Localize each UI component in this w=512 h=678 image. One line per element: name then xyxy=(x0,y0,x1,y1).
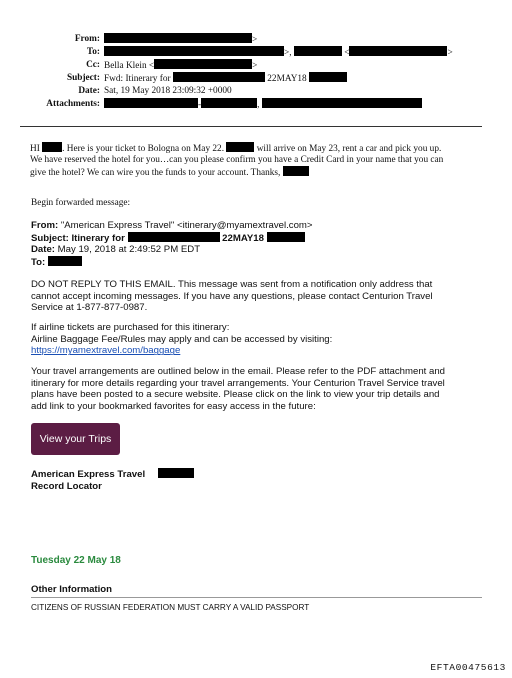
redaction-block xyxy=(283,166,309,176)
body-para-2: If airline tickets are purchased for this itinerary: Airline Baggage Fee/Rules may apply and can be accessed by visiting: https://myamextravel.com/baggage xyxy=(31,322,333,357)
subject-suffix: 22MAY18 xyxy=(267,74,307,84)
from-label: From: xyxy=(74,34,100,44)
note-line-3 xyxy=(30,166,490,179)
forward-intro: Begin forwarded message: xyxy=(31,198,131,208)
redaction-block xyxy=(158,468,194,478)
body-para-3: Your travel arrangements are outlined below in the email. Please refer to the PDF attachment and itinerary for more details regarding your travel arrangements. Your Centurion Travel Service travel plans have been posted to a secure website. Please click on the link to view your trip details and add link to your bookmarked favorites for easy access in the future: xyxy=(31,366,446,413)
redaction-block xyxy=(154,59,252,69)
fw-subject-row xyxy=(31,232,491,245)
redaction-block xyxy=(349,46,447,56)
fw-date-value: May 19, 2018 at 2:49:52 PM EDT xyxy=(57,244,201,255)
header-divider xyxy=(20,126,482,127)
fw-to-label: To: xyxy=(31,257,46,268)
note-greeting: HI xyxy=(30,144,40,154)
document-id: EFTA00475613 xyxy=(430,662,506,673)
note-line-2: We have reserved the hotel for you…can you please confirm you have a Credit Card in your name that you can xyxy=(30,155,444,165)
locator-agency: American Express Travel xyxy=(31,469,146,480)
trip-date: Tuesday 22 May 18 xyxy=(31,555,121,566)
fw-from-value: "American Express Travel" <itinerary@myamextravel.com> xyxy=(60,220,313,231)
record-locator xyxy=(31,468,491,492)
locator-label: Record Locator xyxy=(31,480,102,492)
note-text: . Here is your ticket to Bologna on May 22. xyxy=(62,144,225,154)
body-para-1: DO NOT REPLY TO THIS EMAIL. This message was sent from a notification only address that cannot accept incoming messages. If you have any questions, please contact Centurion Travel Service at 1-877-877-0987. xyxy=(31,279,433,314)
redaction-block xyxy=(104,46,284,56)
fw-from-row xyxy=(31,220,491,232)
other-info-title: Other Information xyxy=(31,584,113,595)
fw-subject-label: Subject: Itinerary for xyxy=(31,233,125,244)
other-info-divider xyxy=(31,597,482,598)
redaction-block xyxy=(42,142,62,152)
fw-to-row xyxy=(31,256,491,269)
attachments-list[interactable]: - , xyxy=(104,98,422,111)
fw-date-label: Date: xyxy=(31,244,55,255)
cc-label: Cc: xyxy=(86,60,100,70)
cc-value: Bella Klein < xyxy=(104,61,155,71)
note-text: will arrive on May 23, rent a car and pick you up. xyxy=(256,144,442,154)
fw-subject-suffix: 22MAY18 xyxy=(222,233,264,244)
redaction-block xyxy=(294,46,342,56)
attachment-redacted[interactable] xyxy=(201,98,257,108)
redaction-block xyxy=(309,72,347,82)
attachment-redacted[interactable] xyxy=(104,98,198,108)
other-info-text: CITIZENS OF RUSSIAN FEDERATION MUST CARRY A VALID PASSPORT xyxy=(31,603,310,612)
note-text: give the hotel? We can wire you the funds to your account. Thanks, xyxy=(30,168,281,178)
redaction-block xyxy=(267,232,305,242)
attachment-redacted[interactable] xyxy=(262,98,422,108)
redaction-block xyxy=(48,256,82,266)
redaction-block xyxy=(104,33,252,43)
attachments-label: Attachments: xyxy=(46,99,100,109)
date-value: Sat, 19 May 2018 23:09:32 +0000 xyxy=(104,86,232,96)
fw-from-label: From: xyxy=(31,220,59,231)
fw-date-row xyxy=(31,244,491,256)
subject-value: Fwd: Itinerary for xyxy=(104,74,171,84)
trip-date-heading xyxy=(31,555,491,567)
view-trips-button[interactable]: View your Trips xyxy=(31,423,120,455)
redaction-block xyxy=(173,72,265,82)
redaction-block xyxy=(128,232,220,242)
baggage-link[interactable]: https://myamextravel.com/baggage xyxy=(31,345,181,357)
date-label: Date: xyxy=(78,86,100,96)
subject-label: Subject: xyxy=(66,73,100,83)
to-label: To: xyxy=(86,47,100,57)
redaction-block xyxy=(226,142,254,152)
